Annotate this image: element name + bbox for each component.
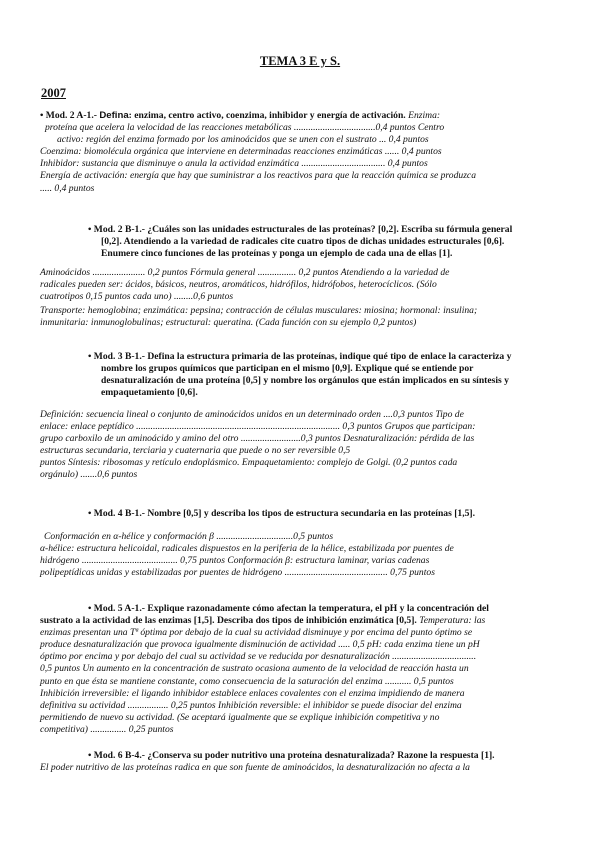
answer-line: Enzima:	[408, 110, 441, 121]
answer-line: enlace: enlace peptídico ..................................................................................... 0,3 puntos Grupos que participan:	[40, 421, 476, 433]
answer-line: Conformación en α-hélice y conformación β ................................0,5 puntos	[44, 531, 334, 542]
question-5	[40, 603, 570, 736]
answer-line: Coenzima: biomolécula orgánica que interviene en determinadas reacciones enzimáticas ...... 0,4 puntos	[40, 146, 442, 158]
bullet-icon: •	[88, 603, 92, 614]
question-3	[88, 351, 568, 399]
answer-line: enzimas presentan una Tª óptima por debajo de la cual su actividad disminuye y por encima del punto óptimo se	[40, 627, 473, 639]
answer-line: Temperatura: las	[419, 615, 486, 627]
answer-line: competitiva) ............... 0,25 puntos	[40, 723, 174, 735]
answer-line: grupo carboxilo de un aminoácido y amino del otro .........................0,3 puntos Desnaturalización: pérdida de las	[40, 433, 475, 445]
answer-line: Aminoácidos ...................... 0,2 puntos Fórmula general ................ 0,2 puntos Atendiendo a la variedad de	[40, 267, 450, 278]
question-text: empaquetamiento [0,6].	[101, 387, 198, 399]
answer-line: ..... 0,4 puntos	[40, 182, 95, 194]
answer-3	[40, 409, 565, 482]
question-text: Mod. 5 A-1.- Explique razonadamente cómo afectan la temperatura, el pH y la concentración del	[93, 603, 489, 614]
answer-line: definitiva su actividad ................. 0,25 puntos Inhibición reversible: el inhibidor se puede disociar del enzima	[40, 699, 462, 711]
question-1	[40, 110, 560, 195]
answer-line: 0,5 puntos Un aumento en la concentración de sustrato ocasiona aumento de la velocidad de reacción hasta un	[40, 663, 469, 675]
answer-line: orgánulo) .......0,6 puntos	[40, 469, 138, 481]
answer-line: produce desnaturalización que provoca igualmente disminución de actividad ..... 0,5 pH: cada enzima tiene un pH	[40, 639, 480, 651]
bullet-icon: •	[88, 351, 92, 362]
question-label: Mod. 2 A-1.-	[45, 110, 97, 121]
answer-line: Energía de activación: energía que hay que suministrar a los reactivos para que la reacción química se produzca	[40, 170, 476, 182]
answer-line: radicales pueden ser: ácidos, básicos, neutros, aromáticos, hidrófilos, hidrófobos, heterocíclicos. (Sólo	[40, 279, 437, 291]
answer-line: polipeptídicas unidas y estabilizadas por puentes de hidrógeno ........................................... 0,75 puntos	[40, 567, 435, 579]
bullet-icon: •	[40, 110, 44, 121]
answer-line: Inhibición irreversible: el ligando inhibidor establece enlaces covalentes con el enzima impidiendo de manera	[40, 687, 465, 699]
answer-line: Inhibidor: sustancia que disminuye o anula la actividad enzimática ................................... 0,4 puntos	[40, 158, 428, 170]
bullet-icon: •	[88, 750, 92, 761]
answer-line: puntos Síntesis: ribosomas y retículo endoplásmico. Empaquetamiento: complejo de Golgi. (0,2 puntos cada	[40, 457, 458, 469]
answer-line: estructuras secundaria, terciaria y cuaternaria que puede o no ser reversible 0,5	[40, 445, 351, 457]
question-6	[40, 750, 570, 774]
answer-line: inmunitaria: inmunoglobulinas; estructural: queratina. (Cada función con su ejemplo 0,2 puntos)	[40, 317, 417, 329]
answer-line: Definición: secuencia lineal o conjunto de aminoácidos unidos en un determinado orden ....0,3 puntos Tipo de	[40, 409, 464, 420]
question-keyword: Defina	[99, 110, 129, 121]
question-text: nombre los grupos químicos que participan en el mismo [0,9]. Explique qué se entiende por	[101, 363, 474, 375]
question-4	[88, 508, 568, 520]
answer-2	[40, 267, 565, 329]
bullet-icon: •	[88, 508, 92, 519]
answer-line: Transporte: hemoglobina; enzimática: pepsina; contracción de células musculares: miosina; hormonal: insulina;	[40, 305, 478, 317]
question-text: desnaturalización de una proteína [0,5] y nombre los orgánulos que están implicados en su síntesis y	[101, 375, 509, 387]
question-text: Enumere cinco funciones de las proteínas y ponga un ejemplo de cada una de ellas [1].	[101, 248, 453, 260]
answer-line: proteína que acelera la velocidad de las reacciones metabólicas ..................................0,4 puntos Centro	[45, 122, 445, 134]
question-text: [0,2]. Atendiendo a la variedad de radicales cite cuatro tipos de dichas unidades estructurales [0,6].	[101, 236, 505, 248]
question-text: Mod. 2 B-1.- ¿Cuáles son las unidades estructurales de las proteínas? [0,2]. Escriba su fórmula general	[93, 224, 513, 235]
answer-line: permitiendo de nuevo su actividad. (Se aceptará igualmente que se explique inhibición competitiva y no	[40, 711, 440, 723]
answer-line: cuatrotipos 0,15 puntos cada uno) ........0,6 puntos	[40, 291, 234, 303]
question-text: Mod. 6 B-4.- ¿Conserva su poder nutritivo una proteína desnaturalizada? Razone la respuesta [1].	[93, 750, 495, 761]
answer-line: α-hélice: estructura helicoidal, radicales dispuestos en la periferia de la hélice, estabilizada por puentes de	[40, 543, 454, 555]
answer-line: punto en que ésta se mantiene constante, como consecuencia de la saturación del enzima ........... 0,5 puntos	[40, 675, 454, 687]
answer-line: activo: región del enzima formado por los aminoácidos que se unen con el sustrato ... 0,4 puntos	[57, 134, 429, 146]
year-heading: 2007	[41, 86, 66, 100]
answer-line: óptimo por encima y por debajo del cual su actividad se ve reducida por desnaturalización ...................................	[40, 651, 477, 663]
answer-line: hidrógeno ........................................ 0,75 puntos Conformación β: estructura laminar, varias cadenas	[40, 555, 430, 567]
question-text: : enzima, centro activo, coenzima, inhibidor y energía de activación.	[128, 110, 406, 121]
answer-line: El poder nutritivo de las proteínas radica en que son fuente de aminoácidos, la desnaturalización no afecta a la	[40, 762, 470, 774]
question-text: Mod. 3 B-1.- Defina la estructura primaria de las proteínas, indique qué tipo de enlace la caracteriza y	[93, 351, 512, 362]
answer-4	[40, 531, 565, 579]
bullet-icon: •	[88, 224, 92, 235]
question-text: Mod. 4 B-1.- Nombre [0,5] y describa los tipos de estructura secundaria en las proteínas [1,5].	[93, 508, 476, 519]
question-text: sustrato a la actividad de las enzimas [1,5]. Describa dos tipos de inhibición enzimática [0,5].	[40, 615, 417, 627]
question-2	[88, 224, 568, 260]
page-title: TEMA 3 E y S.	[259, 54, 341, 68]
